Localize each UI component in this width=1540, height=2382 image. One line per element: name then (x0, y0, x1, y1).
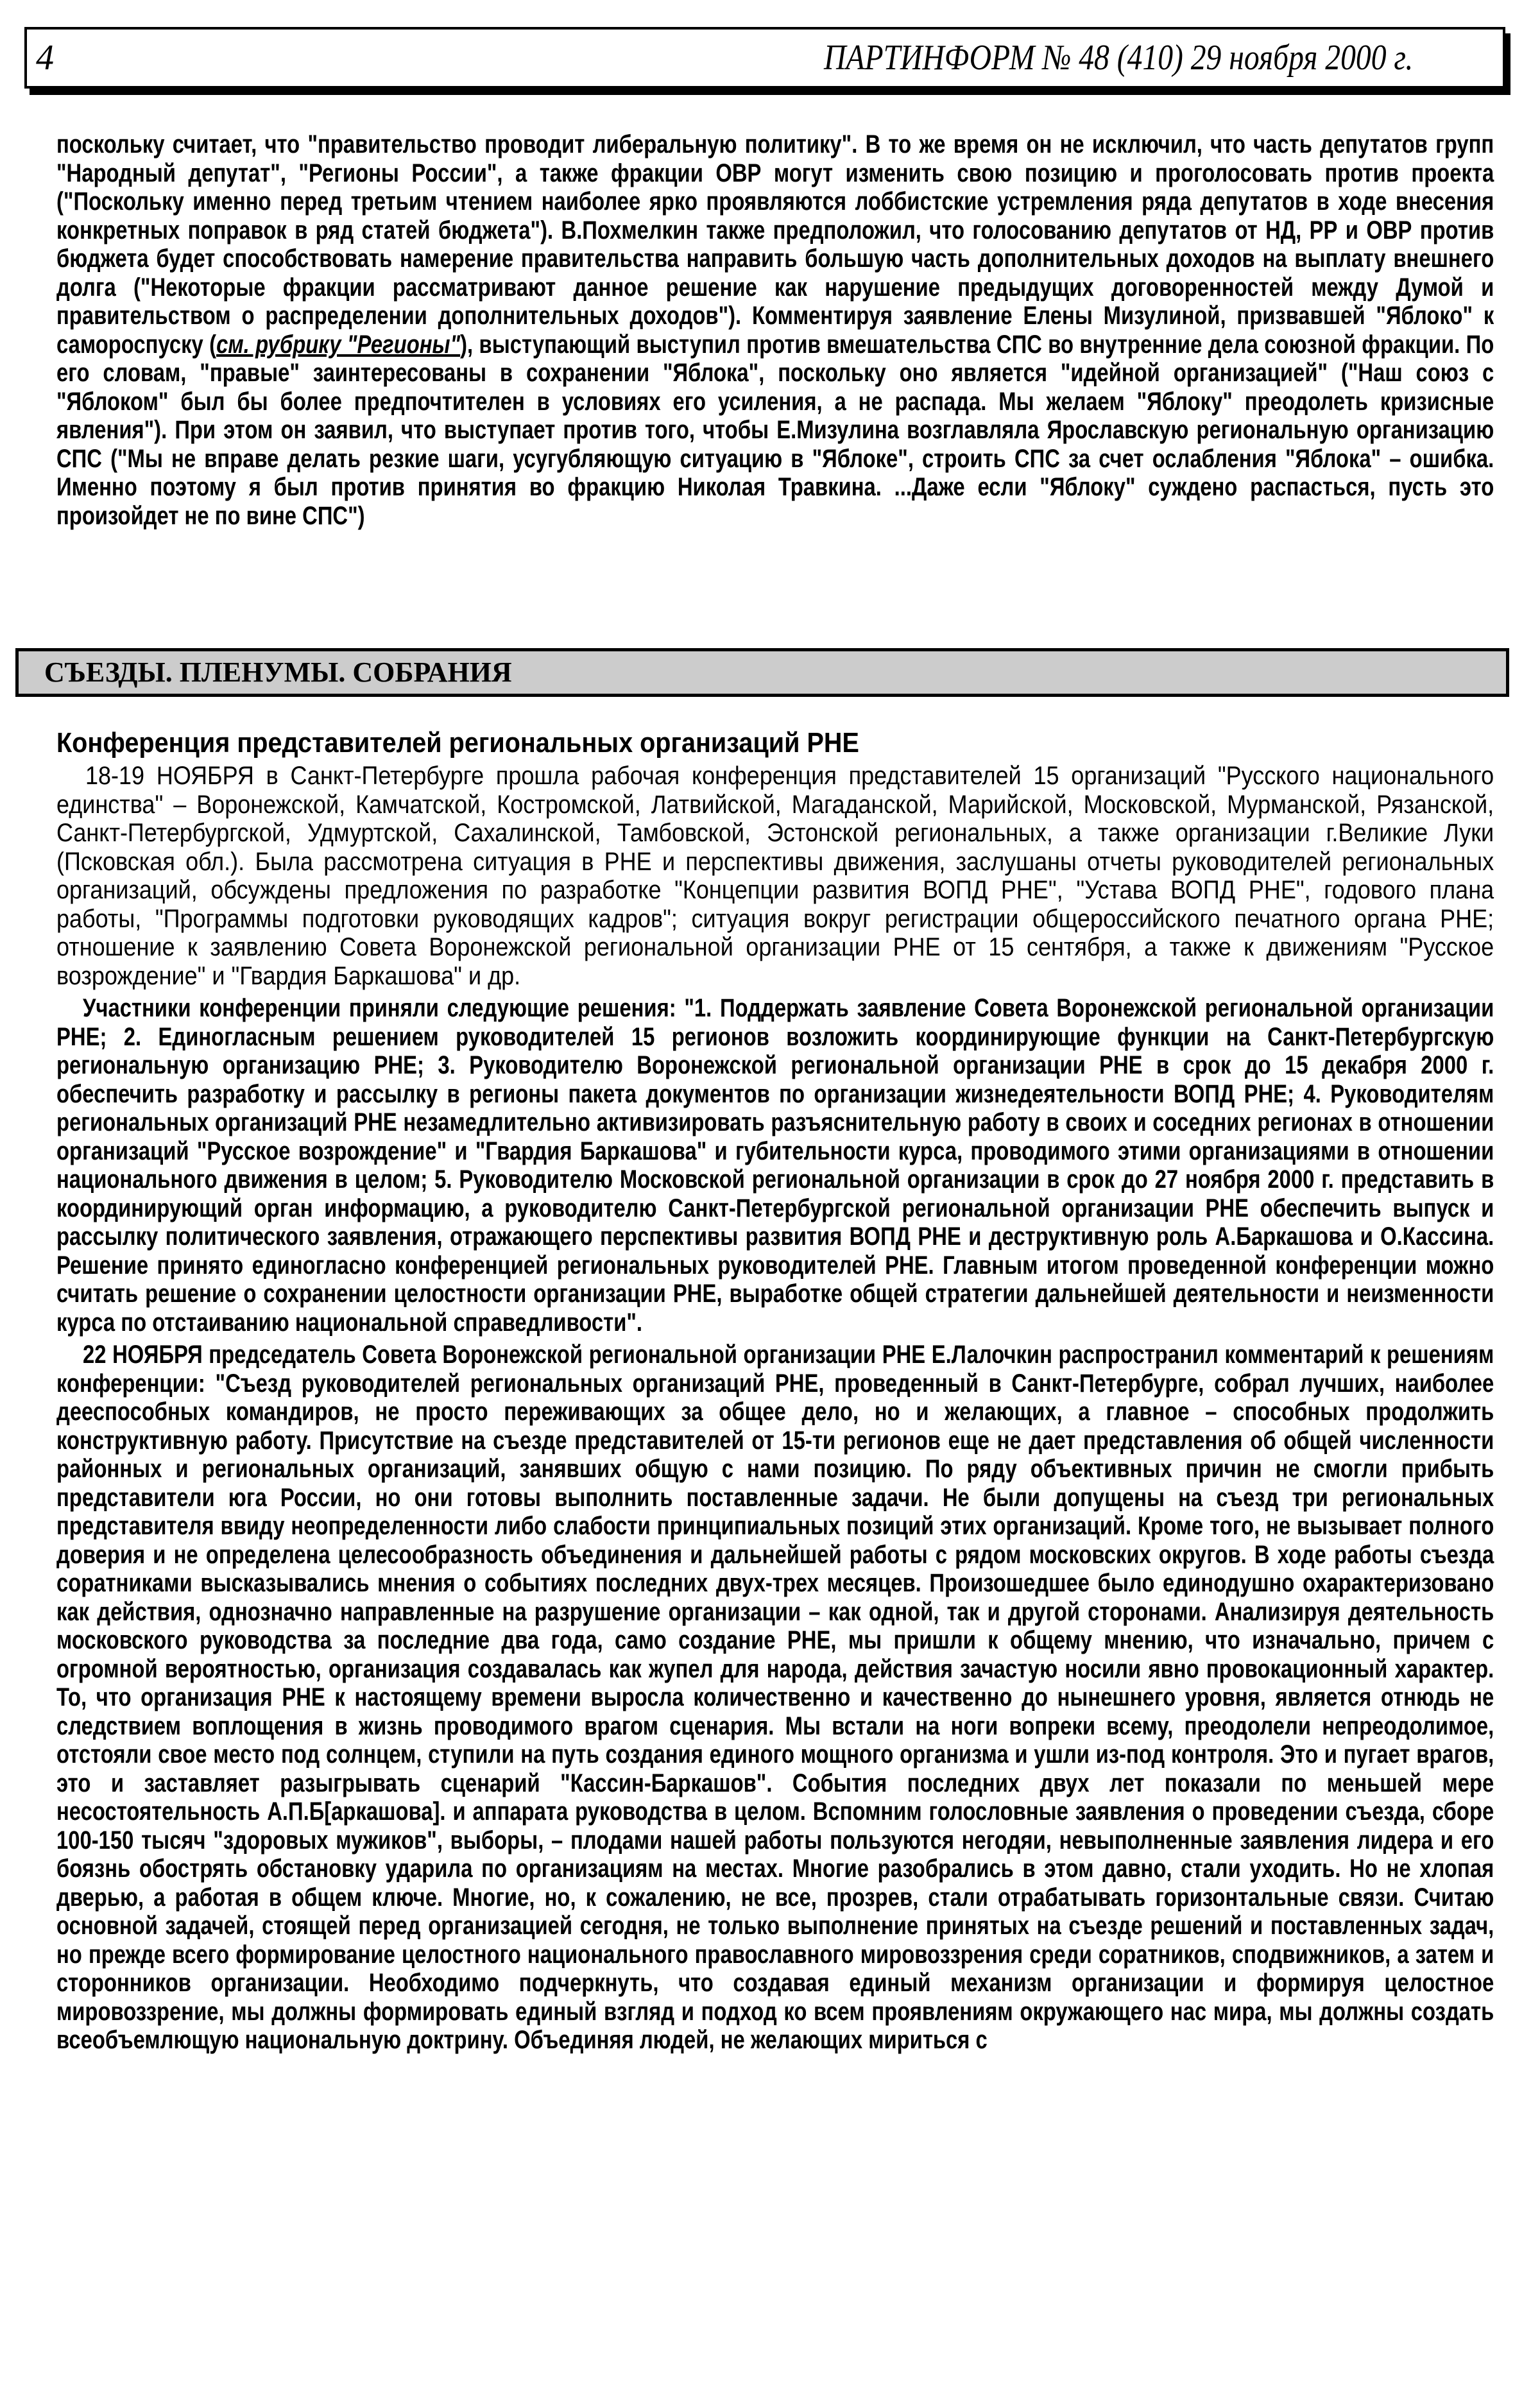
article-paragraph: 18-19 НОЯБРЯ в Санкт-Петербурге прошла рабочая конференция представителей 15 организаций "Русского национального единства" – Воронежской, Камчатской, Костромской, Латвийской, Магаданской, Марийской, Московской, Мурманской, Рязанской, Санкт-Петербургской, Удмуртской, Сахалинской, Тамбовской, Эстонской региональных, а также организации г.Великие Луки (Псковская обл.). Была рассмотрена ситуация в РНЕ и перспективы движения, заслушаны отчеты руководителей региональных организаций, обсуждены предложения по разработке "Концепции развития ВОПД РНЕ", "Устава ВОПД РНЕ", годового плана работы, "Программы подготовки руководящих кадров"; ситуация вокруг регистрации общероссийского печатного органа РНЕ; отношение к заявлению Совета Воронежской региональной организации РНЕ от 15 сентября, а также к движениям "Русское возрождение" и "Гвардия Баркашова" и др. (56, 762, 1494, 990)
paragraph-text: ), выступающий выступил против вмешательства СПС во внутренние дела союзной фракции. По его словам, "правые" заинтересованы в сохранении "Яблока", поскольку оно является "идейной организацией" ("Наш союз с "Яблоком" был бы более предпочтителен в условиях его усиления, а не распада. Мы желаем "Яблоку" преодолеть кризисные явления"). При этом он заявил, что выступает против того, чтобы Е.Мизулина возглавляла Ярославскую региональную организацию СПС ("Мы не вправе делать резкие шаги, усугубляющую ситуацию в "Яблоке", строить СПС за счет ослабления "Яблока" – ошибка. Именно поэтому я был против принятия во фракцию Николая Травкина. ...Даже если "Яблоку" суждено распасться, пусть это произойдет не по вине СПС") (56, 330, 1494, 530)
article-paragraph: Участники конференции приняли следующие решения: "1. Поддержать заявление Совета Воронежской региональной организации РНЕ; 2. Единогласным решением руководителей 15 регионов возложить координирующие функции на Санкт-Петербургскую региональную организацию РНЕ; 3. Руководителю Воронежской региональной организации РНЕ в срок до 15 декабря 2000 г. обеспечить разработку и рассылку в регионы пакета документов по организации жизнедеятельности ВОПД РНЕ; 4. Руководителям региональных организаций РНЕ незамедлительно активизировать разъяснительную работу в своих и соседних регионах в отношении организаций "Русское возрождение" и "Гвардия Баркашова" и губительности курса, проводимого этими организациями в отношении национального движения в целом; 5. Руководителю Московской региональной организации в срок до 27 ноября 2000 г. представить в координирующий орган информацию, а руководителю Санкт-Петербургской региональной организации РНЕ обеспечить выпуск и рассылку политического заявления, отражающего перспективы развития ВОПД РНЕ и деструктивную роль А.Баркашова и О.Кассина. Решение принято единогласно конференцией региональных руководителей РНЕ. Главным итогом проведенной конференции можно считать решение о сохранении целостности организации РНЕ, выработке общей стратегии дальнейшей деятельности и неизменности курса по отстаиванию национальной справедливости". (56, 994, 1494, 1337)
article-paragraph (56, 130, 1494, 530)
page-header (24, 27, 1505, 89)
publication-title: ПАРТИНФОРМ № 48 (410) 29 ноября 2000 г. (823, 38, 1413, 78)
section-banner (15, 648, 1509, 697)
section-title: СЪЕЗДЫ. ПЛЕНУМЫ. СОБРАНИЯ (44, 656, 512, 688)
article-paragraph: 22 НОЯБРЯ председатель Совета Воронежской региональной организации РНЕ Е.Лалочкин распространил комментарий к решениям конференции: "Съезд руководителей региональных организаций РНЕ, проведенный в Санкт-Петербурге, собрал лучших, наиболее дееспособных командиров, не просто переживающих за общее дело, но и желающих, а главное – способных продолжить конструктивную работу. Присутствие на съезде представителей от 15-ти регионов еще не дает представления об общей численности районных и региональных организаций, занявших общую с нами позицию. По ряду объективных причин не смогли прибыть представители юга России, но они готовы выполнить поставленные задачи. Не были допущены на съезд три региональных представителя ввиду неопределенности либо слабости принципиальных позиций этих организаций. Кроме того, не вызывает полного доверия и не определена целесообразность объединения и дальнейшей работы с рядом московских округов. В ходе работы съезда соратниками высказывались мнения о событиях последних двух-трех месяцев. Произошедшее было единодушно охарактеризовано как действия, однозначно направленные на разрушение организации – как одной, так и другой сторонами. Анализируя деятельность московского руководства за последние два года, само создание РНЕ, мы пришли к общему мнению, что изначально, причем с огромной вероятностью, организация создавалась как жупел для народа, действия зачастую носили явно провокационный характер. То, что организация РНЕ к настоящему времени выросла количественно и качественно до нынешнего уровня, является отнюдь не следствием воплощения в жизнь проводимого врагом сценария. Мы встали на ноги вопреки всему, преодолели непреодолимое, отстояли свое место под солнцем, ступили на путь создания единого мощного организма и ушли из-под контроля. Это и пугает врагов, это и заставляет разыгрывать сценарий "Кассин-Баркашов". События последних двух лет показали по меньшей мере несостоятельность А.П.Б[аркашова]. и аппарата руководства в целом. Вспомним голословные заявления о проведении съезда, сборе 100-150 тысяч "здоровых мужиков", выборы, – плодами нашей работы пользуются негодяи, невыполненные заявления лидера и его боязнь обострять обстановку ударила по организациям на местах. Многие разобрались в этом давно, стали уходить. Но не хлопая дверью, а работая в общем ключе. Многие, но, к сожалению, не все, прозрев, стали отрабатывать горизонтальные связи. Считаю основной задачей, стоящей перед организацией сегодня, не только выполнение принятых на съезде решений и поставленных задач, но прежде всего формирование целостного национального православного мировоззрения среди соратников, сподвижников, а затем и сторонников организации. Необходимо подчеркнуть, что создавая единый механизм организации и формируя целостное мировоззрение, мы должны формировать единый взгляд и подход ко всем проявлениям окружающего нас мира, мы должны создать всеобъемлющую национальную доктрину. Объединяя людей, не желающих мириться с (56, 1341, 1494, 2054)
paragraph-text: поскольку считает, что "правительство проводит либеральную политику". В то же время он не исключил, что часть депутатов групп "Народный депутат", "Регионы России", а также фракции ОВР могут изменить свою позицию и проголосовать против проекта ("Поскольку именно перед третьим чтением наиболее ярко проявляются лоббистские устремления ряда депутатов в ходе внесения конкретных поправок в ряд статей бюджета"). В.Похмелкин также предположил, что голосованию депутатов от НД, РР и ОВР против бюджета будет способствовать намерение правительства направить большую часть дополнительных доходов на выплату внешнего долга ("Некоторые фракции рассматривают данное решение как нарушение предыдущих договоренностей между Думой и правительством о распределении дополнительных доходов"). Комментируя заявление Елены Мизулиной, призвавшей "Яблоко" к самороспуску ( (56, 130, 1494, 359)
page-number: 4 (36, 38, 54, 78)
article-heading: Конференция представителей региональных организаций РНЕ (56, 727, 859, 758)
article-continuation (56, 130, 1494, 530)
regions-rubric-link[interactable]: см. рубрику "Регионы" (216, 330, 461, 359)
